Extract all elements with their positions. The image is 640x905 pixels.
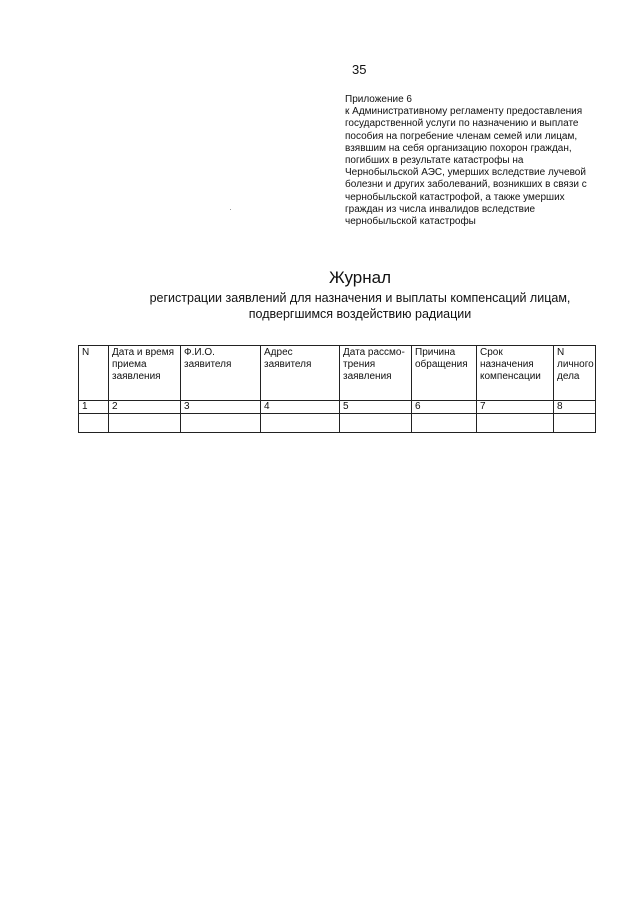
empty-cell [412,414,477,433]
appendix-line: государственной услуги по назначению и выплате [345,118,579,130]
header-cell-file-number: N личного дела [554,346,596,401]
column-number-cell: 1 [79,401,109,414]
appendix-line: граждан из числа инвалидов вследствие [345,203,536,215]
empty-cell [340,414,412,433]
appendix-line: к Административному регламенту предоставления [345,106,583,118]
journal-heading [0,268,640,322]
empty-cell [554,414,596,433]
empty-cell [79,414,109,433]
appendix-line: пособия на погребение членам семей или лицам, [345,130,578,142]
page-number: 35 [352,62,367,77]
header-cell-reason: Причина обращения [412,346,477,401]
column-number-cell: 6 [412,401,477,414]
journal-subtitle-line: регистрации заявлений для назначения и выплаты компенсаций лицам, [149,291,571,305]
column-number-cell: 4 [261,401,340,414]
appendix-block [345,94,635,228]
empty-cell [109,414,181,433]
column-number-cell: 7 [477,401,554,414]
appendix-line: чернобыльской катастрофы [345,216,476,228]
column-number-cell: 5 [340,401,412,414]
header-cell-applicant-address: Адрес заявителя [261,346,340,401]
header-cell-number: N [79,346,109,401]
table-row [79,414,596,433]
scan-speck [230,209,231,210]
journal-title: Журнал [328,268,392,287]
table-header-row [79,346,596,401]
column-number-cell: 8 [554,401,596,414]
empty-cell [477,414,554,433]
appendix-line: чернобыльской катастрофой, а также умерших [345,191,565,203]
appendix-line: погибших в результате катастрофы на [345,155,524,167]
appendix-line: Приложение 6 [345,94,412,105]
journal-table [78,345,596,433]
header-cell-received-date: Дата и время приема заявления [109,346,181,401]
column-number-row [79,401,596,414]
journal-subtitle-line: подвергшимся воздействию радиации [248,307,472,321]
column-number-cell: 3 [181,401,261,414]
header-cell-compensation-term: Срок назначения компенсации [477,346,554,401]
column-number-cell: 2 [109,401,181,414]
appendix-line: болезни и других заболеваний, возникших в связи с [345,179,587,191]
empty-cell [261,414,340,433]
empty-cell [181,414,261,433]
appendix-line: взявшим на себя организацию похорон граждан, [345,142,572,154]
header-cell-review-date: Дата рассмо-трения заявления [340,346,412,401]
appendix-line: Чернобыльской АЭС, умерших вследствие лучевой [345,167,586,179]
header-cell-applicant-name: Ф.И.О. заявителя [181,346,261,401]
